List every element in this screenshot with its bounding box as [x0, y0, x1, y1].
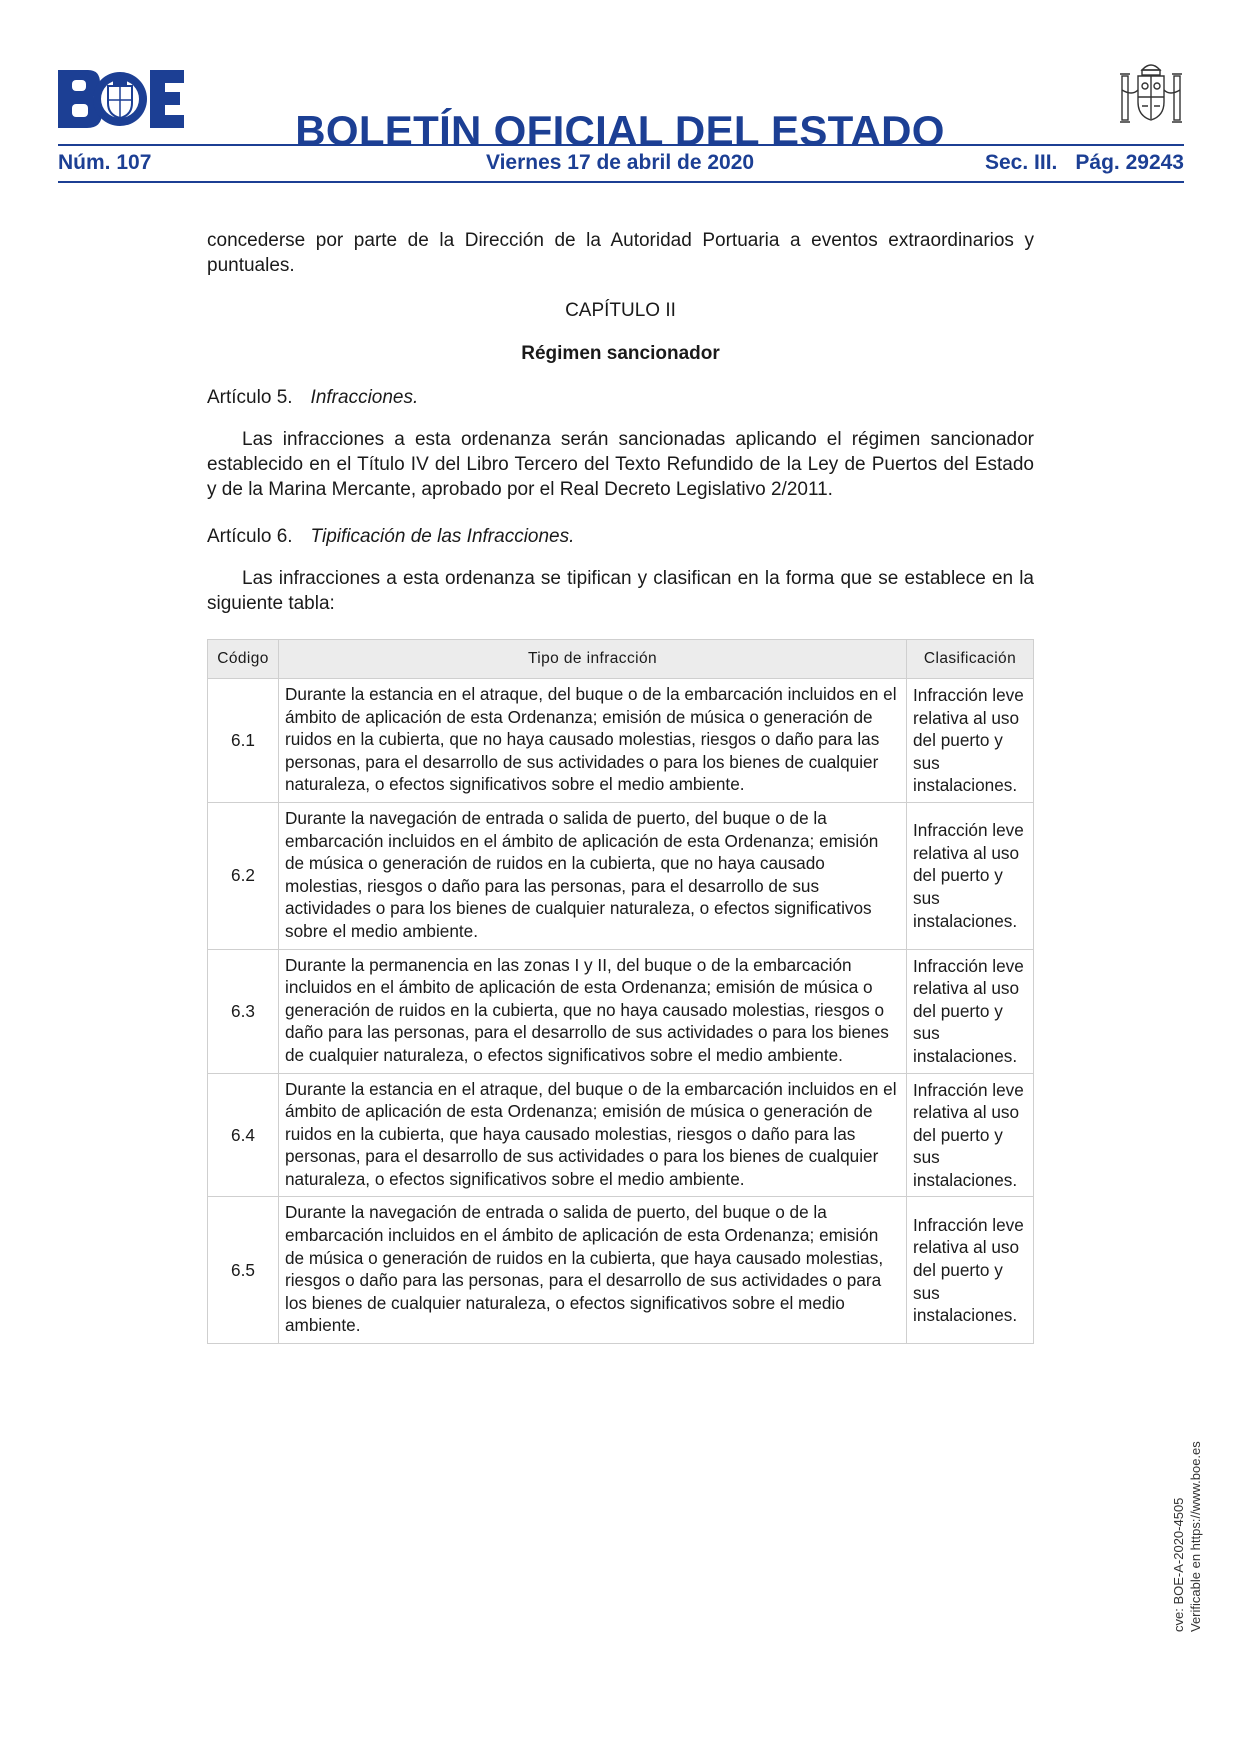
column-header-code: Código [208, 640, 279, 679]
verification-url: Verificable en https://www.boe.es [1188, 1441, 1203, 1632]
table-row [208, 802, 1034, 949]
table-row [208, 1197, 1034, 1344]
column-header-classification: Clasificación [907, 640, 1034, 679]
row-code: 6.2 [208, 802, 279, 949]
article-6-heading [207, 524, 1034, 549]
row-classification: Infracción leve relativa al uso del puerto y sus instalaciones. [907, 802, 1034, 949]
chapter-heading: CAPÍTULO II [565, 300, 676, 321]
header-bottom-rule [58, 181, 1184, 183]
chapter-title: Régimen sancionador [521, 343, 720, 364]
cve-verification-note [1170, 1441, 1204, 1632]
row-type: Durante la estancia en el atraque, del buque o de la embarcación incluidos en el ámbito de aplicación de esta Ordenanza; emisión de música o generación de ruidos en la cubierta, que haya causado molestias, riesgos o daño para las personas, para el desarrollo de sus actividades o para los bienes de cualquier naturaleza, o efectos significativos sobre el medio ambiente. [279, 1073, 907, 1197]
row-classification: Infracción leve relativa al uso del puerto y sus instalaciones. [907, 1197, 1034, 1344]
article-6-title: Tipificación de las Infracciones. [310, 526, 575, 547]
boe-logo [58, 70, 184, 128]
coat-of-arms-icon [1118, 60, 1184, 132]
article-5-heading [207, 385, 1034, 410]
issue-date: Viernes 17 de abril de 2020 [485, 151, 755, 174]
header-top-rule [58, 144, 1184, 146]
cve-code: cve: BOE-A-2020-4505 [1171, 1497, 1186, 1632]
row-code: 6.3 [208, 949, 279, 1073]
article-6-number: Artículo 6. [207, 526, 293, 547]
column-header-type: Tipo de infracción [279, 640, 907, 679]
row-classification: Infracción leve relativa al uso del puerto y sus instalaciones. [907, 1073, 1034, 1197]
article-5-number: Artículo 5. [207, 387, 293, 408]
row-type: Durante la navegación de entrada o salida de puerto, del buque o de la embarcación incluidos en el ámbito de aplicación de esta Ordenanza; emisión de música o generación de ruidos en la cubierta, que haya causado molestias, riesgos o daño para las personas, para el desarrollo de sus actividades o para los bienes de cualquier naturaleza, o efectos significativos sobre el medio ambiente. [279, 1197, 907, 1344]
row-type: Durante la permanencia en las zonas I y II, del buque o de la embarcación incluidos en el ámbito de aplicación de esta Ordenanza; emisión de música o generación de ruidos en la cubierta, que no haya causado molestias, riesgos o daño para las personas, para el desarrollo de sus actividades o para los bienes de cualquier naturaleza, o efectos significativos sobre el medio ambiente. [279, 949, 907, 1073]
row-code: 6.1 [208, 679, 279, 803]
table-row [208, 679, 1034, 803]
section-label: Sec. III. [985, 151, 1058, 174]
row-classification: Infracción leve relativa al uso del puerto y sus instalaciones. [907, 949, 1034, 1073]
article-6-text: Las infracciones a esta ordenanza se tipifican y clasifican en la forma que se establece en la siguiente tabla: [207, 568, 1034, 614]
table-row [208, 949, 1034, 1073]
article-5-text: Las infracciones a esta ordenanza serán sancionadas aplicando el régimen sancionador establecido en el Título IV del Libro Tercero del Texto Refundido de la Ley de Puertos del Estado y de la Marina Mercante, aprobado por el Real Decreto Legislativo 2/2011. [207, 429, 1034, 500]
issue-number: Núm. 107 [58, 151, 152, 174]
table-row [208, 1073, 1034, 1197]
infractions-table [207, 639, 1034, 1344]
page-number: Pág. 29243 [1075, 151, 1184, 174]
intro-paragraph: concederse por parte de la Dirección de la Autoridad Portuaria a eventos extraordinarios y puntuales. [207, 230, 1034, 276]
row-code: 6.4 [208, 1073, 279, 1197]
row-type: Durante la estancia en el atraque, del buque o de la embarcación incluidos en el ámbito de aplicación de esta Ordenanza; emisión de música o generación de ruidos en la cubierta, que no haya causado molestias, riesgos o daño para las personas, para el desarrollo de sus actividades o para los bienes de cualquier naturaleza, o efectos significativos sobre el medio ambiente. [279, 679, 907, 803]
masthead-title: BOLETÍN OFICIAL DEL ESTADO [295, 107, 945, 155]
document-body [207, 228, 1034, 1344]
row-type: Durante la navegación de entrada o salida de puerto, del buque o de la embarcación incluidos en el ámbito de aplicación de esta Ordenanza; emisión de música o generación de ruidos en la cubierta, que no haya causado molestias, riesgos o daño para las personas, para el desarrollo de sus actividades o para los bienes de cualquier naturaleza, o efectos significativos sobre el medio ambiente. [279, 802, 907, 949]
row-code: 6.5 [208, 1197, 279, 1344]
row-classification: Infracción leve relativa al uso del puerto y sus instalaciones. [907, 679, 1034, 803]
table-header-row [208, 640, 1034, 679]
article-5-title: Infracciones. [310, 387, 419, 408]
